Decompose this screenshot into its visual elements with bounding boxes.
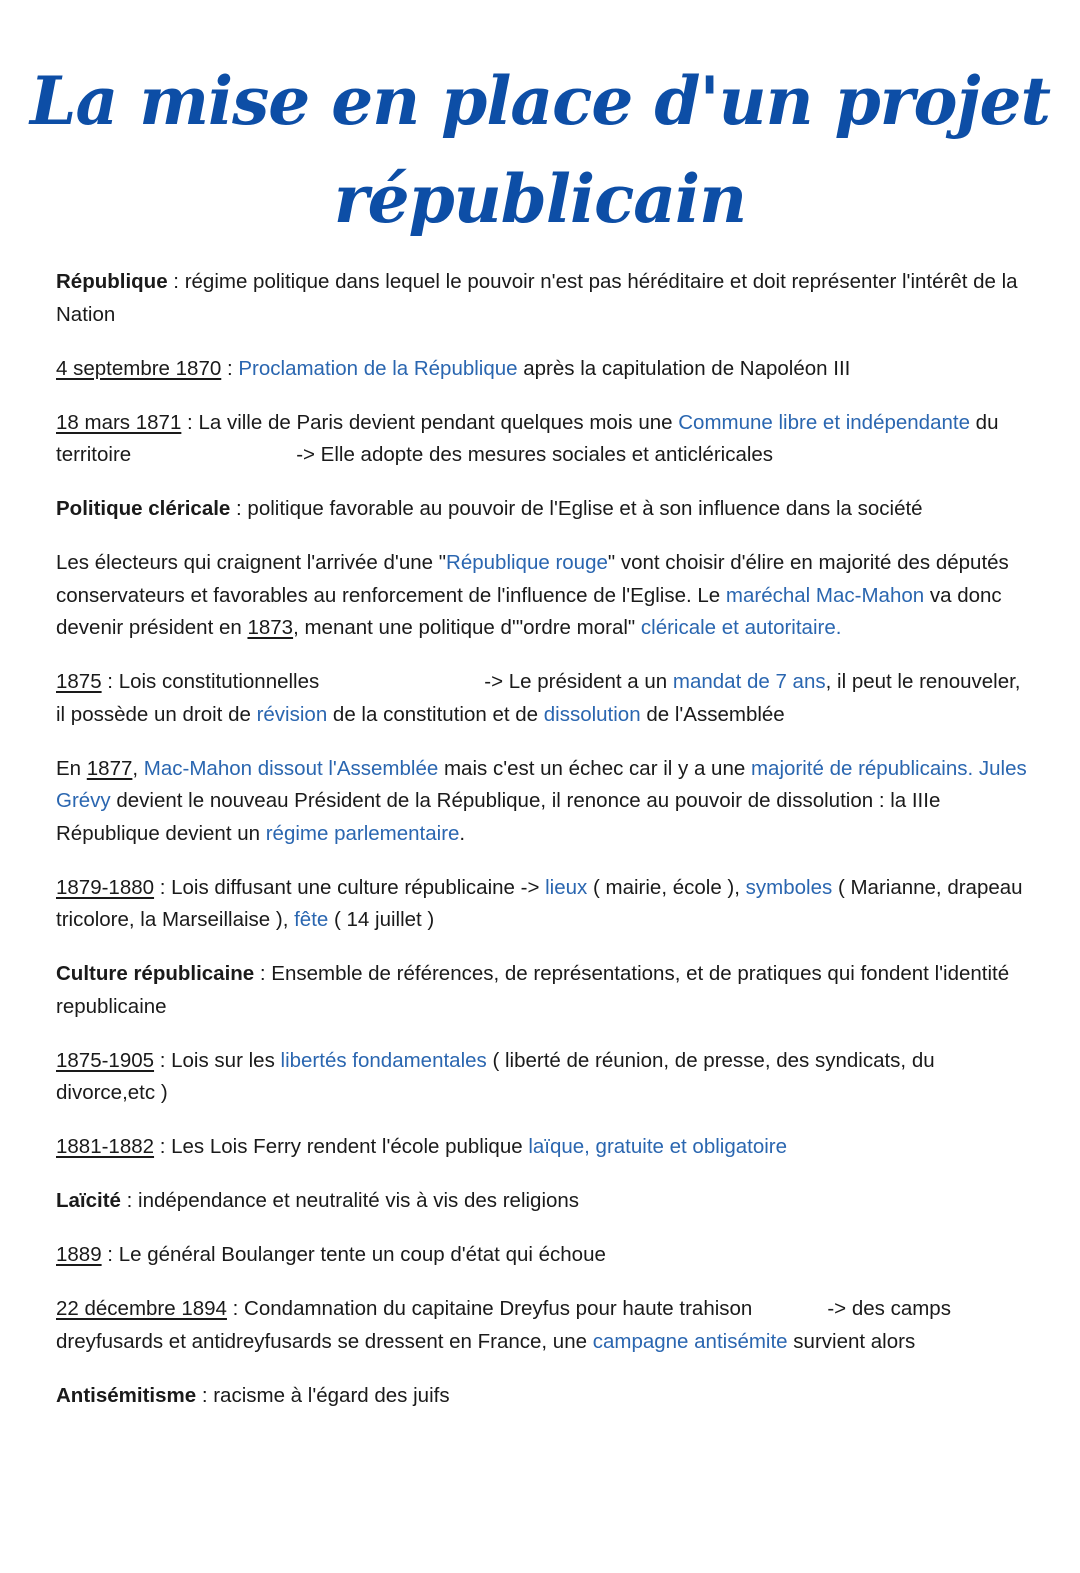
- text: survient alors: [787, 1329, 916, 1353]
- date-underlined: 1875-1905: [56, 1048, 155, 1072]
- text: -> Le président a un: [484, 670, 673, 693]
- highlight-blue: République rouge: [446, 551, 608, 574]
- paragraph: [56, 266, 1031, 331]
- paragraph: [56, 407, 1031, 472]
- paragraph: [56, 353, 1031, 386]
- text: -> Elle adopte des mesures sociales et anticléricales: [296, 443, 774, 466]
- text: : Le général Boulanger tente un coup d'état qui échoue: [101, 1243, 606, 1266]
- text: de la constitution et de: [327, 702, 544, 726]
- date-underlined: 4 septembre 1870: [56, 356, 222, 380]
- text: : Les Lois Ferry rendent l'école publique: [154, 1135, 529, 1158]
- paragraph: [56, 493, 1031, 526]
- highlight-blue: révision: [256, 702, 328, 726]
- text: Les électeurs qui craignent l'arrivée d'une ": [56, 551, 447, 574]
- text: ( 14 juillet ): [328, 908, 435, 931]
- paragraph: [56, 1131, 1031, 1164]
- paragraph: [56, 1185, 1031, 1218]
- highlight-blue: campagne antisémite: [592, 1329, 788, 1353]
- page-title: [0, 52, 1080, 248]
- highlight-blue: laïque, gratuite et obligatoire: [528, 1135, 788, 1158]
- text: : Lois constitutionnelles: [101, 670, 320, 693]
- date-underlined: 18 mars 1871: [56, 410, 182, 434]
- text: ( mairie, école ),: [587, 875, 746, 899]
- paragraph: [56, 958, 1031, 1023]
- highlight-blue: symboles: [745, 875, 833, 899]
- highlight-blue: Commune libre et indépendante: [678, 410, 970, 434]
- text: devient le nouveau Président de la République, il renonce au pouvoir de dissolution : la IIIe République devient un: [56, 789, 941, 845]
- text: , il peut le renouveler, il possède un droit de: [56, 670, 1021, 726]
- text: .: [459, 821, 466, 845]
- highlight-blue: Mac-Mahon dissout l'Assemblée: [143, 756, 439, 780]
- term-bold: Politique cléricale: [56, 497, 231, 520]
- highlight-blue: lieux: [545, 875, 588, 899]
- text: : La ville de Paris devient pendant quelques mois une: [181, 410, 679, 434]
- text: : régime politique dans lequel le pouvoir n'est pas héréditaire et doit représenter l'intérêt de la Nation: [56, 270, 1018, 326]
- date-underlined: 1873: [247, 616, 294, 639]
- text: :: [221, 356, 239, 380]
- title-line-2: républicain: [333, 160, 747, 238]
- paragraph: [56, 1293, 1031, 1358]
- date-underlined: 1879-1880: [56, 875, 155, 899]
- text: : Lois sur les: [154, 1048, 281, 1072]
- text: va donc devenir président en: [56, 583, 1002, 639]
- text: : indépendance et neutralité vis à vis des religions: [120, 1189, 580, 1212]
- title-line-1: La mise en place d'un projet: [30, 62, 1050, 140]
- text: après la capitulation de Napoléon III: [517, 356, 851, 380]
- text: -> des camps dreyfusards et antidreyfusards se dressent en France, une: [56, 1297, 951, 1353]
- term-bold: Antisémitisme: [56, 1383, 197, 1407]
- highlight-blue: fête: [294, 908, 329, 931]
- paragraph: [56, 666, 1031, 731]
- paragraph: [56, 547, 1031, 645]
- text: : Ensemble de références, de représentations, et de pratiques qui fondent l'identité republicaine: [56, 962, 1010, 1018]
- paragraph: [56, 872, 1031, 937]
- highlight-blue: dissolution: [543, 702, 641, 726]
- term-bold: République: [56, 270, 168, 293]
- date-underlined: 1877: [86, 756, 133, 780]
- date-underlined: 1875: [56, 670, 102, 693]
- highlight-blue: cléricale et autoritaire.: [640, 616, 842, 639]
- text: du territoire: [56, 410, 999, 466]
- highlight-blue: Proclamation de la République: [238, 356, 518, 380]
- highlight-blue: mandat de 7 ans: [672, 670, 826, 693]
- text: ( liberté de réunion, de presse, des syndicats, du divorce,etc ): [56, 1048, 935, 1104]
- highlight-blue: régime parlementaire: [265, 821, 460, 845]
- highlight-blue: maréchal Mac-Mahon: [725, 583, 925, 607]
- paragraph: [56, 753, 1031, 851]
- paragraph: [56, 1380, 1031, 1413]
- date-underlined: 22 décembre 1894: [56, 1297, 227, 1320]
- date-underlined: 1881-1882: [56, 1135, 155, 1158]
- text: ,: [132, 756, 144, 780]
- date-underlined: 1889: [56, 1243, 102, 1266]
- text: mais c'est un échec car il y a une: [438, 756, 751, 780]
- text: : Condamnation du capitaine Dreyfus pour haute trahison: [226, 1297, 753, 1320]
- highlight-blue: libertés fondamentales: [280, 1048, 487, 1072]
- highlight-blue: majorité de républicains. Jules Grévy: [56, 756, 1027, 812]
- paragraph: [56, 1239, 1031, 1272]
- text: : Lois diffusant une culture républicaine ->: [154, 875, 546, 899]
- text: : racisme à l'égard des juifs: [196, 1383, 450, 1407]
- text: : politique favorable au pouvoir de l'Eglise et à son influence dans la société: [230, 497, 923, 520]
- term-bold: Culture républicaine: [56, 962, 255, 985]
- document-body: [56, 266, 1031, 1434]
- term-bold: Laïcité: [56, 1189, 121, 1212]
- text: ( Marianne, drapeau tricolore, la Marseillaise ),: [56, 875, 1023, 931]
- text: de l'Assemblée: [640, 702, 785, 726]
- text: En: [56, 756, 87, 780]
- paragraph: [56, 1045, 1031, 1110]
- text: , menant une politique d'"ordre moral": [293, 616, 641, 639]
- text: " vont choisir d'élire en majorité des députés conservateurs et favorables au renforcement de l'influence de l'Eglise. Le: [56, 551, 1009, 607]
